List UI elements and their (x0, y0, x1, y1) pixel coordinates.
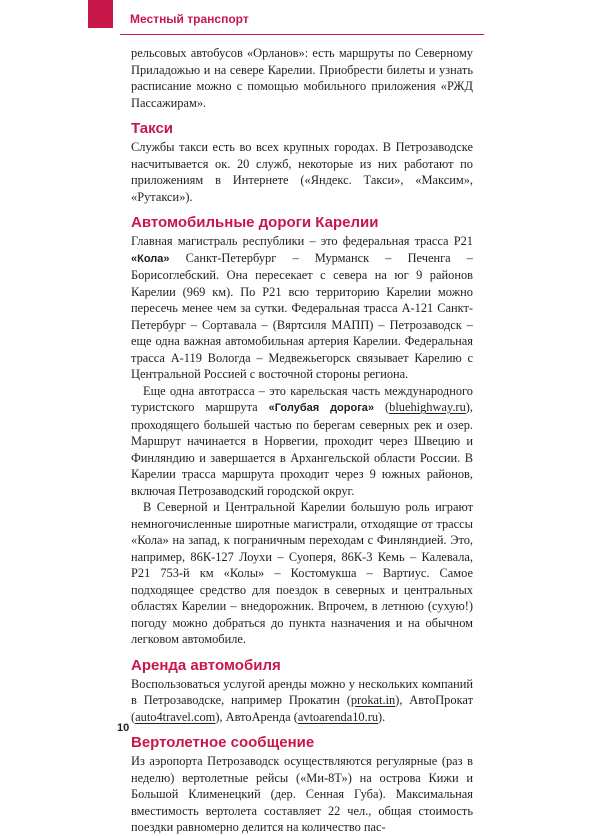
roads-p2-paren-open: ( (374, 400, 390, 414)
taxi-heading: Такси (131, 120, 174, 137)
intro-paragraph: рельсовых автобусов «Орланов»: есть маршруты по Северному Приладожью и на севере Карелии. Приобрести билеты и узнать расписание можно с помощью мобильного приложения «РЖД Пассажирам». (131, 46, 473, 110)
rental-text-a: Воспользоваться услугой аренды можно у нескольких компаний в Петрозаводске, например Прокатин ( (131, 676, 473, 707)
helicopter-heading: Вертолетное сообщение (131, 734, 315, 751)
helicopter-paragraph: Из аэропорта Петрозаводск осуществляются регулярные (раз в неделю) вертолетные рейсы («Ми-8Т») на острова Кижи и Большой Клименецкий (дер. Сенная Губа). Максимальная вместимость вертолета составляет 22 чел., общая стоимость поездки равномерно делится на количество пас- (131, 754, 473, 834)
rental-paragraph (131, 676, 473, 726)
rental-text-b: ), АвтоПрокат ( (131, 693, 473, 724)
page-body (131, 45, 473, 836)
corner-color-block (88, 0, 113, 28)
section-title: Местный транспорт (130, 12, 249, 26)
rental-text-c: ), АвтоАренда ( (215, 709, 298, 724)
roads-paragraph-2 (131, 383, 473, 500)
roads-paragraph-3: В Северной и Центральной Карелии большую роль играют немногочисленные широтные магистрали, отходящие от трассы «Кола» на запад, к пограничным переходам с Финляндией. Это, например, 86К-127 Лоухи – Суоперя, 86К-3 Кемь – Калевала, Р21 753-й км «Колы» – Костомукша – Вартиус. Самое подходящее средство для поездок в северных и центральных областях Карелии – внедорожник. Впрочем, в летнюю (сухую!) погоду можно добраться до пункта назначения и на обычном легковом автомобиле. (131, 500, 473, 646)
taxi-paragraph: Службы такси есть во всех крупных городах. В Петрозаводске насчитывается ок. 20 служб, некоторые из них работают по приложениям в Интернете («Яндекс. Такси», «Максим», «Рутакси»). (131, 140, 473, 204)
roads-heading: Автомобильные дороги Карелии (131, 214, 379, 231)
roads-paragraph-1 (131, 233, 473, 383)
avtoarenda-link[interactable]: avtoarenda10.ru (297, 709, 379, 724)
roads-p1-text-a: Главная магистраль республики – это федеральная трасса Р21 (131, 234, 473, 248)
auto4travel-link[interactable]: auto4travel.com (135, 709, 216, 724)
prokat-link[interactable]: prokat.in (350, 693, 396, 707)
rental-text-d: ). (378, 709, 386, 724)
page-number: 10 (117, 722, 130, 734)
roads-p1-text-b: Санкт-Петербург – Мурманск – Печенга – Борисоглебский. Она пересекает с севера на юг 9 районов Карелии (969 км). По Р21 всю территорию Карелии можно пересечь менее чем за сутки. Федеральная трасса А-121 Санкт-Петербург – Сортавала – (Вяртсиля МАПП) – Петрозаводск – еще одна важная автомобильная артерия Карелии. Федеральная трасса А-119 Вологда – Медвежьегорск связывает Карелию с Центральной Россией с восточной стороны региона. (131, 250, 473, 381)
bluehighway-link[interactable]: bluehighway.ru (389, 400, 466, 414)
kola-highway-name: «Кола» (131, 252, 170, 265)
rental-heading: Аренда автомобиля (131, 656, 281, 674)
roads-p2-text-b: ), проходящего большей частью по берегам северных рек и озер. Маршрут начинается в Норвегии, проходит через Швецию и Финляндию и завершается в Архангельской области России. В Карелии трасса маршрута проходит через 9 южных районов, включая Петрозаводский городской округ. (131, 400, 473, 498)
running-header (120, 8, 484, 35)
roads-p2-text-a: Еще одна автотрасса – это карельская часть международного туристского маршрута (131, 383, 473, 414)
blue-road-name: «Голубая дорога» (268, 402, 375, 414)
